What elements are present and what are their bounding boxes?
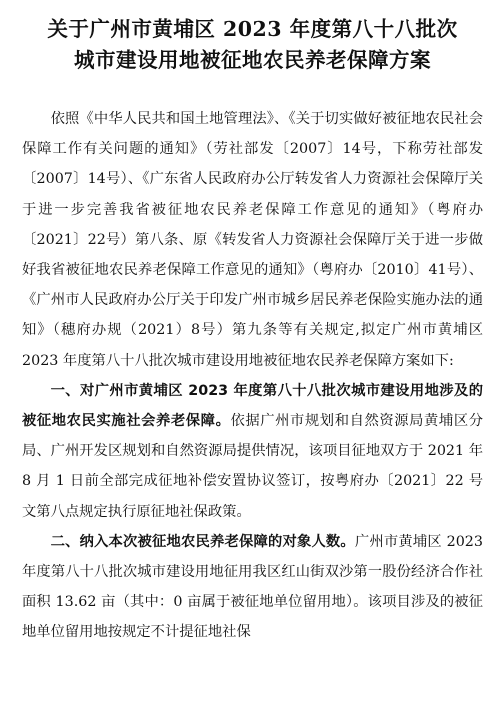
- paragraph-text: 广州市黄埔区 2023 年度第八十八批次城市建设用地征用我区红山街双沙第一股份经济合作社面积 13.62 亩（其中：0 亩属于被征地单位留用地）。该项目涉及的被征地单位留用地按规定不计提征地社保: [22, 533, 483, 641]
- title-line-2: 城市建设用地被征地农民养老保障方案: [74, 48, 431, 72]
- paragraph-section-1: [22, 376, 483, 527]
- section-heading: 二、纳入本次被征地农民养老保障的对象人数。: [50, 533, 355, 550]
- section-heading: 一、对广州市黄埔区 2023 年度第八十八批次城市建设用地涉及的被征地农民实施社会养老保障。: [22, 382, 483, 430]
- document-body: [22, 104, 483, 648]
- document-title: [22, 14, 483, 76]
- title-line-1: 关于广州市黄埔区 2023 年度第八十八批次: [47, 17, 458, 41]
- paragraph-preamble: [22, 104, 483, 376]
- paragraph-text: 依照《中华人民共和国土地管理法》、《关于切实做好被征地农民社会保障工作有关问题的通知》（劳社部发〔2007〕14号，下称劳社部发〔2007〕14号）、《广东省人民政府办公厅转发省人力资源社会保障厅关于进一步完善我省被征地农民养老保障工作意见的通知》（粤府办〔2021〕22号）第八条、原《转发省人力资源社会保障厅关于进一步做好我省被征地农民养老保障工作意见的通知》（粤府办〔2010〕41号）、《广州市人民政府办公厅关于印发广州市城乡居民养老保险实施办法的通知》（穗府办规（2021）8号）第九条等有关规定,拟定广州市黄埔区 2023 年度第八十八批次城市建设用地被征地农民养老保障方案如下:: [22, 111, 483, 369]
- paragraph-section-2: [22, 527, 483, 648]
- paragraph-text: 依据广州市规划和自然资源局黄埔区分局、广州开发区规划和自然资源局提供情况，该项目征地双方于 2021 年 8 月 1 日前全部完成征地补偿安置协议签订，按粤府办〔2021〕22 号文第八点规定执行原征地社保政策。: [22, 413, 484, 520]
